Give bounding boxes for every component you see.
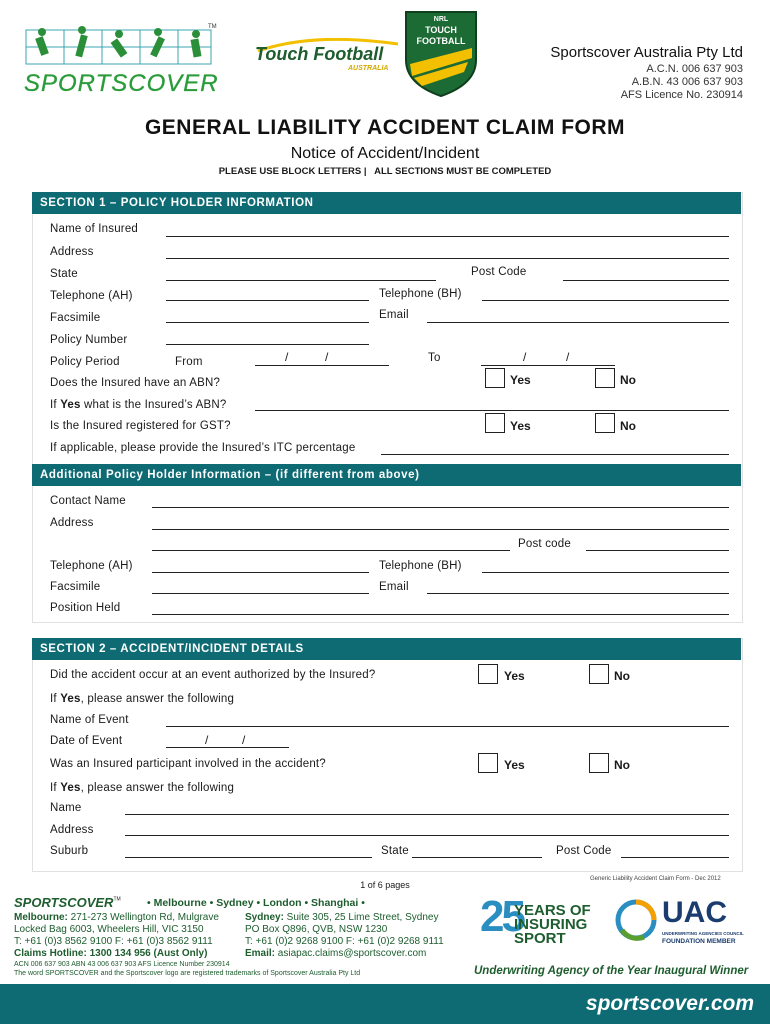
uac-text: UAC xyxy=(662,896,727,929)
address-field[interactable] xyxy=(166,258,729,259)
abn-yes-label: Yes xyxy=(510,373,531,387)
telephone-bh-label: Telephone (BH) xyxy=(379,288,462,300)
to-date-slash-1: / xyxy=(523,350,527,364)
additional-post-code-label: Post code xyxy=(518,538,571,550)
participant-name-field[interactable] xyxy=(125,814,729,815)
suburb-label: Suburb xyxy=(50,845,89,857)
claims-email xyxy=(245,948,426,959)
sydney-line2: PO Box Q896, QVB, NSW 1230 xyxy=(245,924,388,935)
contact-name-field[interactable] xyxy=(152,507,729,508)
abn-question: Does the Insured have an ABN? xyxy=(50,377,221,389)
email-field[interactable] xyxy=(427,322,729,323)
sportscover-logo xyxy=(22,20,217,100)
company-afs: AFS Licence No. 230914 xyxy=(620,89,743,101)
itc-question: If applicable, please provide the Insured’s ITC percentage xyxy=(50,442,356,454)
date-of-event-label: Date of Event xyxy=(50,735,123,747)
years-number: 25 xyxy=(480,892,523,941)
position-held-field[interactable] xyxy=(152,614,729,615)
additional-post-code-field[interactable] xyxy=(586,550,729,551)
from-date-field[interactable] xyxy=(255,365,389,366)
website-banner xyxy=(0,984,770,1024)
abn-if-yes-bold: Yes xyxy=(60,399,81,411)
touch-football-text: Touch Football xyxy=(255,44,384,64)
nrl-shield-logo xyxy=(402,8,480,98)
sportscover-wordmark: SPORTSCOVER xyxy=(24,70,219,97)
to-label: To xyxy=(428,352,441,364)
post-code-field[interactable] xyxy=(563,280,729,281)
event-if-prefix: If xyxy=(50,693,61,705)
name-of-insured-label: Name of Insured xyxy=(50,223,139,235)
participant-post-code-field[interactable] xyxy=(621,857,729,858)
melbourne-label: Melbourne: xyxy=(14,912,68,923)
additional-tel-bh-label: Telephone (BH) xyxy=(379,560,462,572)
participant-yes-checkbox[interactable] xyxy=(478,753,498,773)
event-if-yes-bold: Yes xyxy=(60,693,81,705)
nrl-shield-line3: FOOTBALL xyxy=(416,36,466,46)
suburb-field[interactable] xyxy=(125,857,372,858)
section1-heading: SECTION 1 – POLICY HOLDER INFORMATION xyxy=(32,192,741,214)
participant-if-prefix: If xyxy=(50,782,61,794)
participant-if-yes-bold: Yes xyxy=(60,782,81,794)
position-held-label: Position Held xyxy=(50,602,121,614)
email-label: Email xyxy=(379,309,409,321)
email-label-footer: Email: xyxy=(245,948,276,959)
abn-if-suffix: what is the Insured’s ABN? xyxy=(80,399,227,411)
claims-email-address: asiapac.claims@sportscover.com xyxy=(275,948,427,959)
additional-address-field-2[interactable] xyxy=(152,550,510,551)
telephone-ah-field[interactable] xyxy=(166,300,369,301)
participant-yes-label: Yes xyxy=(504,758,525,772)
state-label: State xyxy=(50,268,78,280)
abn-no-label: No xyxy=(620,373,636,387)
event-question: Did the accident occur at an event authorized by the Insured? xyxy=(50,669,376,681)
additional-facsimile-field[interactable] xyxy=(152,593,369,594)
sydney-phone: T: +61 (0)2 9268 9100 F: +61 (0)2 9268 9111 xyxy=(245,936,444,947)
award-text: Underwriting Agency of the Year Inaugural Winner xyxy=(474,965,749,977)
from-date-slash-1: / xyxy=(285,350,289,364)
abn-if-prefix: If xyxy=(50,399,61,411)
participant-no-label: No xyxy=(614,758,630,772)
to-date-field[interactable] xyxy=(481,365,615,366)
company-name: Sportscover Australia Pty Ltd xyxy=(550,44,743,61)
hotline-number: 1300 134 956 (Aust Only) xyxy=(86,948,208,959)
contact-name-label: Contact Name xyxy=(50,495,126,507)
additional-facsimile-label: Facsimile xyxy=(50,581,101,593)
nrl-shield-line1: NRL xyxy=(433,16,449,23)
hotline-label: Claims Hotline: xyxy=(14,948,87,959)
address-label: Address xyxy=(50,246,94,258)
melbourne-phone: T: +61 (0)3 8562 9100 F: +61 (0)3 8562 9111 xyxy=(14,936,213,947)
footer-brand-text: SPORTSCOVER xyxy=(14,895,114,910)
name-of-event-field[interactable] xyxy=(166,726,729,727)
uac-logo xyxy=(614,898,754,950)
participant-state-field[interactable] xyxy=(412,857,542,858)
years-line1: YEARS OF xyxy=(514,902,591,919)
event-date-slash-2: / xyxy=(242,733,246,747)
gst-yes-label: Yes xyxy=(510,419,531,433)
event-no-label: No xyxy=(614,669,630,683)
additional-email-label: Email xyxy=(379,581,409,593)
name-of-event-label: Name of Event xyxy=(50,714,129,726)
additional-address-label: Address xyxy=(50,517,94,529)
event-yes-checkbox[interactable] xyxy=(478,664,498,684)
participant-if-yes-text xyxy=(50,782,234,794)
sydney-label: Sydney: xyxy=(245,912,284,923)
abn-number-field[interactable] xyxy=(255,410,729,411)
form-title: GENERAL LIABILITY ACCIDENT CLAIM FORM xyxy=(144,116,626,139)
sportscover-tm: TM xyxy=(208,24,217,30)
post-code-label: Post Code xyxy=(471,266,527,278)
company-abn: A.B.N. 43 006 637 903 xyxy=(631,76,743,88)
gst-yes-checkbox[interactable] xyxy=(485,413,505,433)
name-of-insured-field[interactable] xyxy=(166,236,729,237)
touch-football-sub: AUSTRALIA xyxy=(348,65,389,72)
acn-line: ACN 006 637 903 ABN 43 006 637 903 AFS Licence Number 230914 xyxy=(14,961,230,968)
policy-period-label: Policy Period xyxy=(50,356,120,368)
itc-field[interactable] xyxy=(381,454,729,455)
additional-tel-ah-field[interactable] xyxy=(152,572,369,573)
telephone-bh-field[interactable] xyxy=(482,300,729,301)
participant-state-label: State xyxy=(381,845,409,857)
participant-post-code-label: Post Code xyxy=(556,845,612,857)
event-if-suffix: , please answer the following xyxy=(80,693,235,705)
to-date-slash-2: / xyxy=(566,350,570,364)
form-subtitle: Notice of Accident/Incident xyxy=(290,145,480,162)
additional-email-field[interactable] xyxy=(427,593,729,594)
additional-address-field[interactable] xyxy=(152,529,729,530)
trademark-line: The word SPORTSCOVER and the Sportscover logo are registered trademarks of Sportscover Australia Pty Ltd xyxy=(14,970,361,977)
participant-question: Was an Insured participant involved in the accident? xyxy=(50,758,326,770)
event-no-checkbox[interactable] xyxy=(589,664,609,684)
form-instruction: PLEASE USE BLOCK LETTERS | ALL SECTIONS MUST BE COMPLETED xyxy=(218,166,552,177)
gst-no-label: No xyxy=(620,419,636,433)
state-field[interactable] xyxy=(166,280,436,281)
company-acn: A.C.N. 006 637 903 xyxy=(646,63,743,75)
sports-figures-icon xyxy=(24,22,214,74)
melbourne-line2: Locked Bag 6003, Wheelers Hill, VIC 3150 xyxy=(14,924,204,935)
sydney-addr: Suite 305, 25 Lime Street, Sydney xyxy=(283,912,439,923)
years-line3: SPORT xyxy=(514,930,566,947)
abn-no-checkbox[interactable] xyxy=(595,368,615,388)
website-link[interactable]: sportscover.com xyxy=(585,992,754,1015)
additional-heading: Additional Policy Holder Information – (if different from above) xyxy=(32,464,741,486)
participant-address-label: Address xyxy=(50,824,94,836)
participant-address-field[interactable] xyxy=(125,835,729,836)
abn-number-label xyxy=(50,399,226,411)
uac-sub: UNDERWRITING AGENCIES COUNCIL xyxy=(662,931,744,936)
from-date-slash-2: / xyxy=(325,350,329,364)
page-number: 1 of 6 pages xyxy=(360,880,410,890)
date-of-event-field[interactable] xyxy=(166,747,289,748)
uac-member: FOUNDATION MEMBER xyxy=(662,938,736,945)
nrl-shield-line2: TOUCH xyxy=(425,25,457,35)
years-line2: INSURING xyxy=(514,916,588,933)
gst-question: Is the Insured registered for GST? xyxy=(50,420,231,432)
participant-name-label: Name xyxy=(50,802,82,814)
abn-yes-checkbox[interactable] xyxy=(485,368,505,388)
gst-no-checkbox[interactable] xyxy=(595,413,615,433)
footer-brand-tm: TM xyxy=(113,896,121,903)
participant-if-suffix: , please answer the following xyxy=(80,782,235,794)
section2-heading: SECTION 2 – ACCIDENT/INCIDENT DETAILS xyxy=(32,638,741,660)
event-if-yes-text xyxy=(50,693,234,705)
additional-panel xyxy=(32,464,743,623)
footer-cities: • Melbourne • Sydney • London • Shanghai • xyxy=(147,897,365,909)
claims-hotline xyxy=(14,948,207,959)
event-date-slash-1: / xyxy=(205,733,209,747)
twenty-five-years-logo xyxy=(480,892,610,948)
touch-football-logo xyxy=(253,38,403,78)
footer-brand xyxy=(14,894,121,912)
melbourne-address xyxy=(14,912,219,923)
additional-tel-ah-label: Telephone (AH) xyxy=(50,560,133,572)
uac-ring-icon xyxy=(614,898,658,942)
policy-number-field[interactable] xyxy=(166,344,369,345)
event-yes-label: Yes xyxy=(504,669,525,683)
facsimile-field[interactable] xyxy=(166,322,369,323)
additional-tel-bh-field[interactable] xyxy=(482,572,729,573)
participant-no-checkbox[interactable] xyxy=(589,753,609,773)
from-label: From xyxy=(175,356,203,368)
telephone-ah-label: Telephone (AH) xyxy=(50,290,133,302)
facsimile-label: Facsimile xyxy=(50,312,101,324)
policy-number-label: Policy Number xyxy=(50,334,128,346)
form-version: Generic Liability Accident Claim Form - Dec 2012 xyxy=(590,876,721,882)
sydney-address xyxy=(245,912,438,923)
melbourne-addr: 271-273 Wellington Rd, Mulgrave xyxy=(67,912,219,923)
